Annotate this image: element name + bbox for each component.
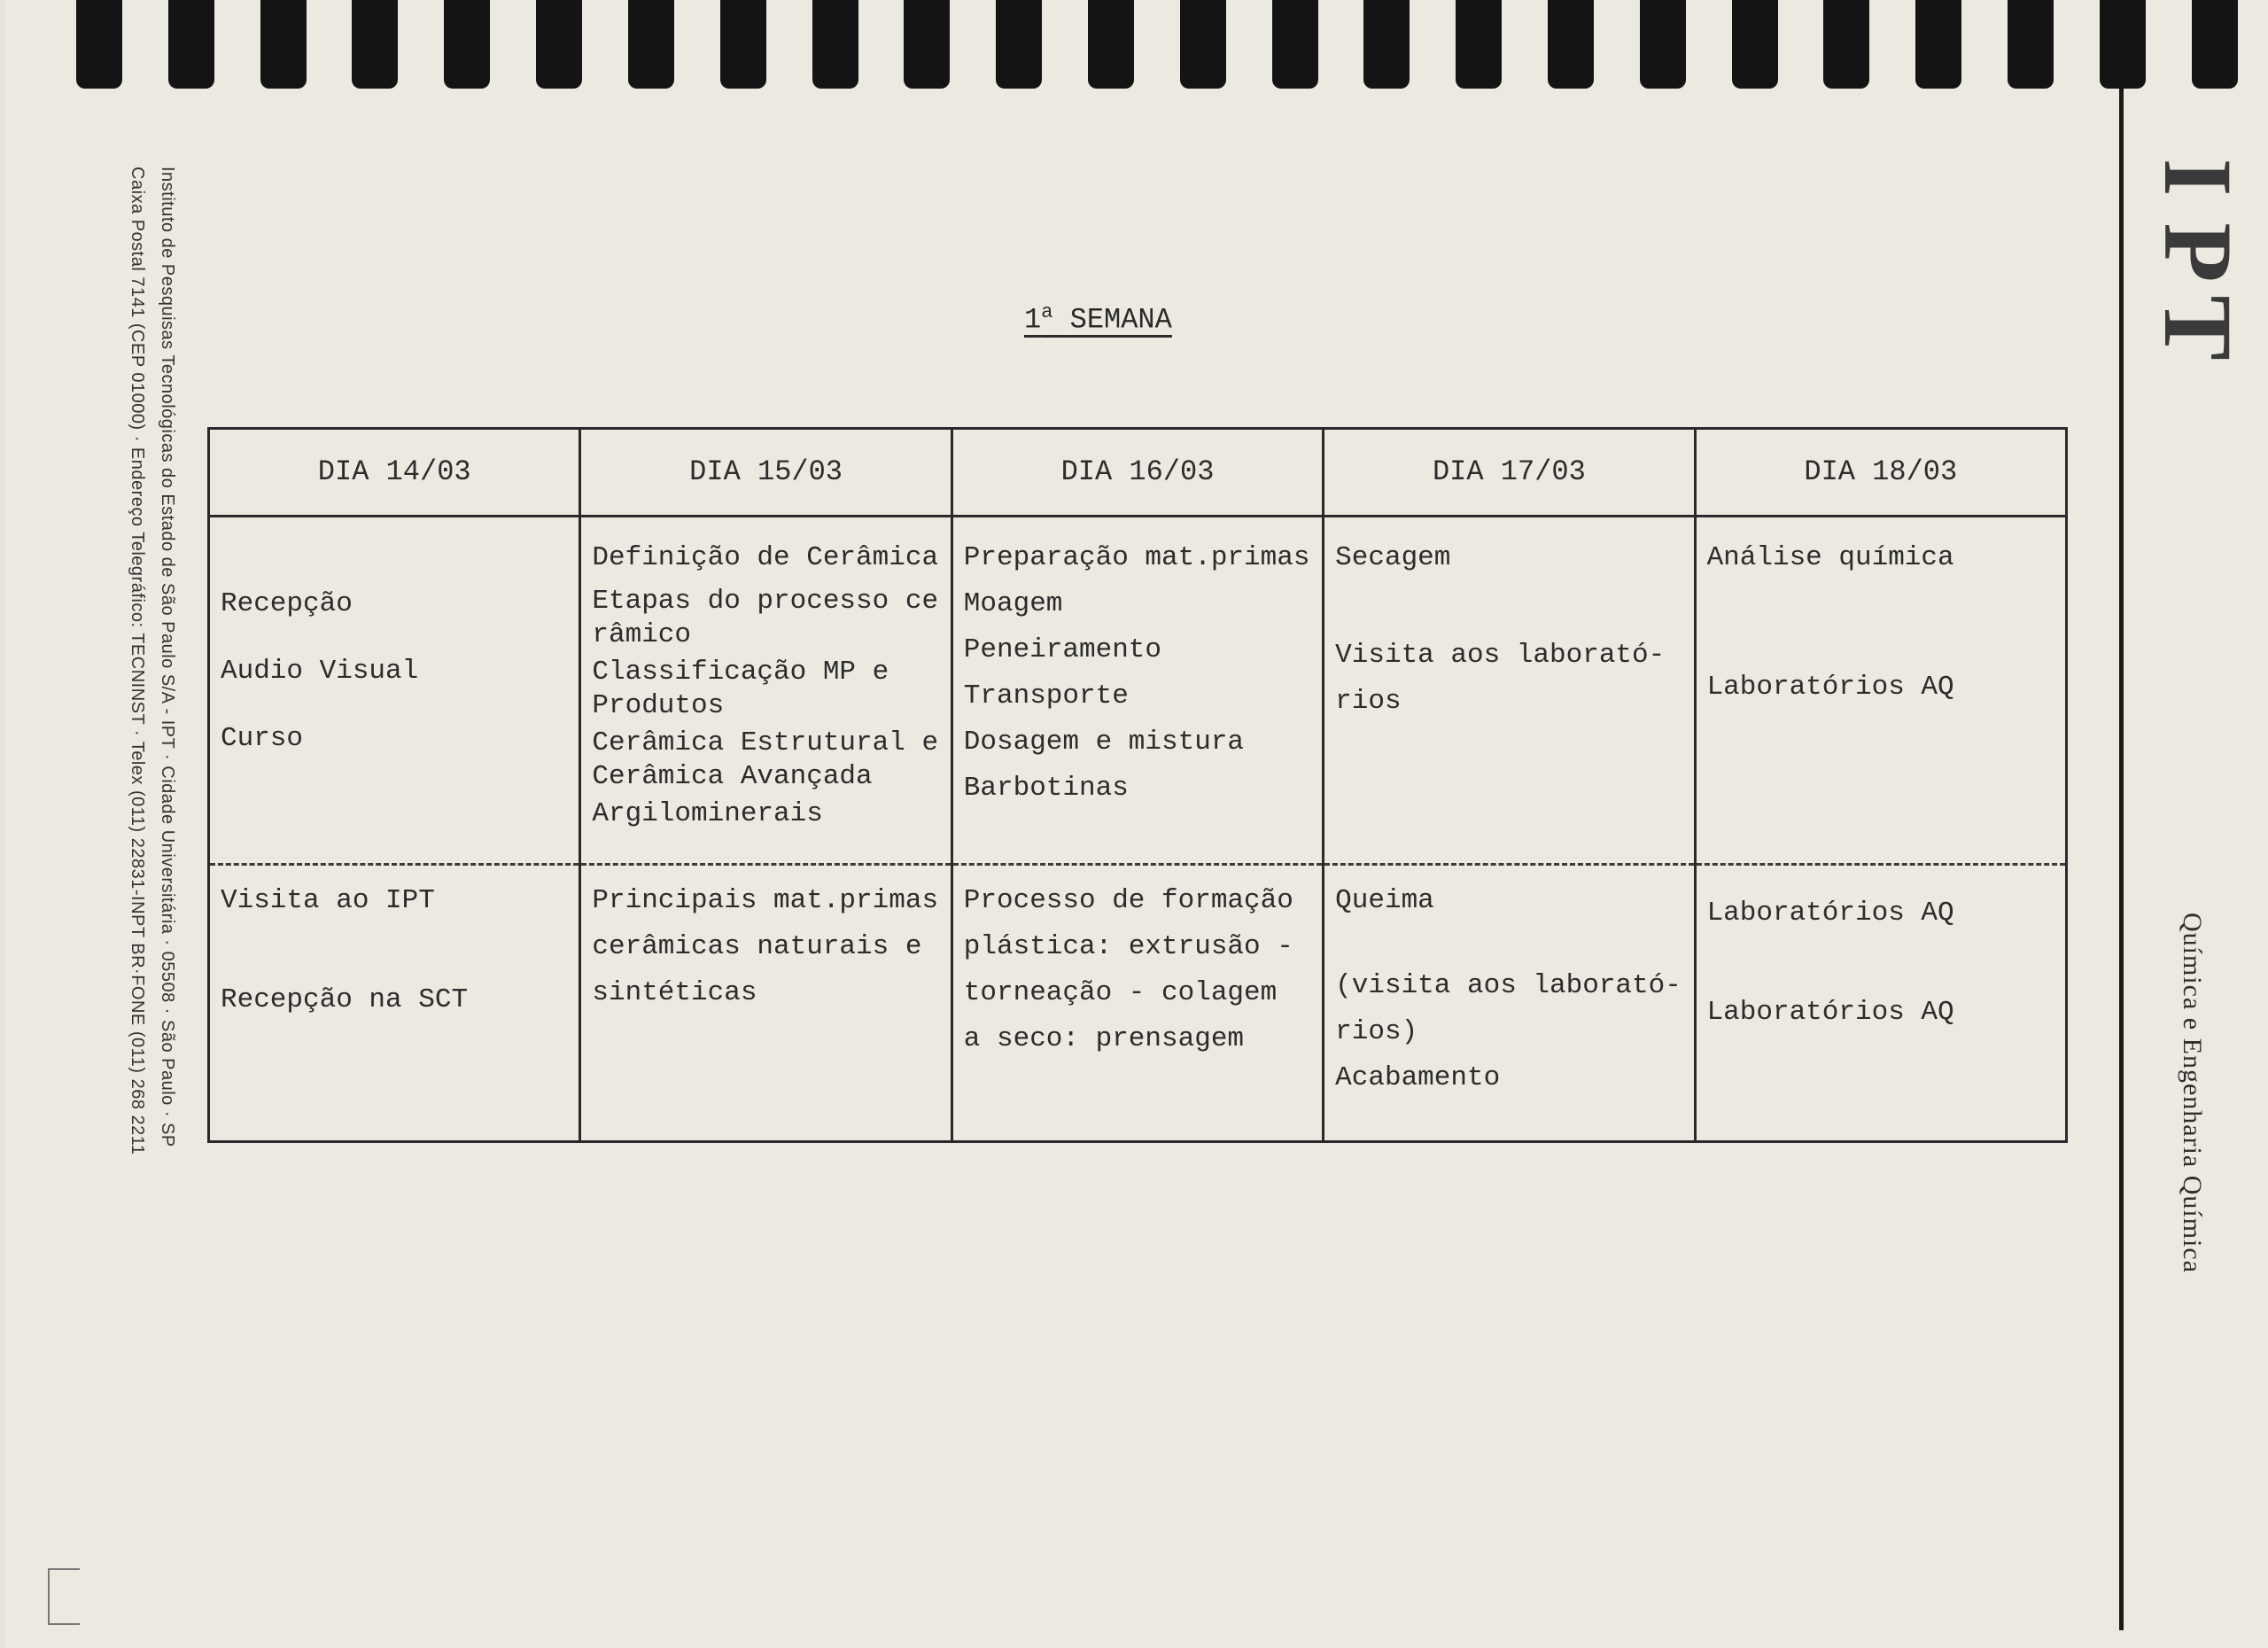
binding-ring bbox=[1180, 0, 1226, 89]
table-cell bbox=[951, 865, 1323, 1142]
table-cell bbox=[1324, 865, 1695, 1142]
cell-text: Recepção bbox=[221, 588, 353, 619]
binding-ring bbox=[628, 0, 674, 89]
cell-text: Peneiramento bbox=[963, 634, 1162, 665]
cell-text: Principais mat.primas bbox=[592, 885, 939, 916]
binding-ring bbox=[812, 0, 858, 89]
cell-text: Cerâmica Estrutural e bbox=[592, 727, 939, 758]
cell-text: rios bbox=[1335, 686, 1402, 717]
logo-letter: T bbox=[2144, 295, 2252, 361]
cell-text: Dosagem e mistura bbox=[963, 727, 1245, 758]
title-ordinal: a bbox=[1041, 301, 1053, 323]
cell-text: Classificação MP e bbox=[592, 657, 889, 688]
cell-text: Produtos bbox=[592, 690, 725, 721]
letterhead-line: Caixa Postal 7141 (CEP 01000) · Endereço Telegráfico: TECNINST · Telex (011) 22831-INPT BR·FONE (011) 268 2211 bbox=[128, 167, 147, 1155]
cell-text: Secagem bbox=[1335, 542, 1451, 573]
cell-text: rios) bbox=[1335, 1016, 1418, 1047]
binding-ring bbox=[1088, 0, 1134, 89]
binding-ring bbox=[1363, 0, 1410, 89]
day-header: DIA 16/03 bbox=[951, 429, 1323, 517]
table-cell bbox=[951, 517, 1323, 865]
cell-text: Laboratórios AQ bbox=[1706, 672, 1954, 703]
cell-text: Recepção na SCT bbox=[221, 984, 469, 1015]
binding-ring bbox=[2100, 0, 2146, 89]
cell-text: Visita aos laborató- bbox=[1335, 640, 1666, 671]
logo-letter: I bbox=[2144, 158, 2252, 197]
table-cell bbox=[1324, 517, 1695, 865]
binding-ring bbox=[720, 0, 766, 89]
binding-ring bbox=[2008, 0, 2054, 89]
binding-ring bbox=[1732, 0, 1778, 89]
cell-text: plástica: extrusão - bbox=[963, 931, 1293, 962]
cell-text: Transporte bbox=[963, 680, 1129, 711]
cell-text: cerâmicas naturais e bbox=[592, 931, 922, 962]
binding-ring bbox=[904, 0, 950, 89]
day-header: DIA 18/03 bbox=[1695, 429, 2066, 517]
spiral-binding bbox=[76, 0, 2238, 97]
table-cell bbox=[1695, 517, 2066, 865]
day-header: DIA 15/03 bbox=[580, 429, 951, 517]
cell-text: torneação - colagem bbox=[963, 977, 1278, 1008]
table-cell bbox=[209, 865, 580, 1142]
cell-text: Definição de Cerâmica bbox=[592, 542, 939, 573]
binding-ring bbox=[1823, 0, 1869, 89]
binding-ring bbox=[1272, 0, 1318, 89]
cell-text: Curso bbox=[221, 723, 304, 754]
cell-text: Etapas do processo ce bbox=[592, 586, 939, 617]
day-header: DIA 14/03 bbox=[209, 429, 580, 517]
binding-ring bbox=[168, 0, 214, 89]
letterhead-address bbox=[122, 167, 183, 1155]
cell-text: sintéticas bbox=[592, 977, 757, 1008]
table-cell bbox=[580, 865, 951, 1142]
table-cell bbox=[1695, 865, 2066, 1142]
cell-text: Laboratórios AQ bbox=[1706, 898, 1954, 929]
table-row bbox=[209, 865, 2067, 1142]
cell-text: Acabamento bbox=[1335, 1062, 1501, 1093]
cell-text: Laboratórios AQ bbox=[1706, 997, 1954, 1028]
binding-ring bbox=[1915, 0, 1961, 89]
title-number: 1 bbox=[1024, 303, 1042, 337]
day-header: DIA 17/03 bbox=[1324, 429, 1695, 517]
header-row bbox=[209, 429, 2067, 517]
cell-text: Moagem bbox=[963, 588, 1063, 619]
logo-letter: P bbox=[2144, 222, 2252, 283]
department-label: Química e Engenharia Química bbox=[2178, 913, 2207, 1274]
table-cell bbox=[209, 517, 580, 865]
binding-ring bbox=[536, 0, 582, 89]
cell-text: (visita aos laborató- bbox=[1335, 970, 1682, 1001]
cell-text: Audio Visual bbox=[221, 656, 419, 687]
cell-text: a seco: prensagem bbox=[963, 1023, 1245, 1054]
binding-ring bbox=[1640, 0, 1686, 89]
binding-ring bbox=[444, 0, 490, 89]
table-cell bbox=[580, 517, 951, 865]
binding-ring bbox=[352, 0, 398, 89]
schedule-table bbox=[207, 427, 2068, 1143]
cell-text: Cerâmica Avançada bbox=[592, 761, 873, 792]
cell-text: Visita ao IPT bbox=[221, 885, 435, 916]
table-row bbox=[209, 517, 2067, 865]
margin-rule bbox=[2119, 89, 2124, 1630]
binding-ring bbox=[260, 0, 307, 89]
cell-text: Barbotinas bbox=[963, 773, 1129, 804]
page-tab-mark bbox=[48, 1568, 80, 1625]
binding-ring bbox=[1548, 0, 1594, 89]
cell-text: Preparação mat.primas bbox=[963, 542, 1310, 573]
cell-text: râmico bbox=[592, 619, 692, 650]
document-page bbox=[5, 0, 2268, 1648]
binding-ring bbox=[76, 0, 122, 89]
binding-ring bbox=[996, 0, 1042, 89]
cell-text: Processo de formação bbox=[963, 885, 1293, 916]
cell-text: Queima bbox=[1335, 885, 1434, 916]
binding-ring bbox=[1456, 0, 1502, 89]
cell-text: Argilominerais bbox=[592, 798, 823, 829]
letterhead-line: Instituto de Pesquisas Tecnológicas do Estado de São Paulo S/A - IPT · Cidade Universitária · 05508 · São Paulo · SP bbox=[158, 167, 177, 1147]
title-word: SEMANA bbox=[1069, 303, 1172, 337]
cell-text: Análise química bbox=[1706, 542, 1954, 573]
ipt-logo bbox=[2144, 142, 2252, 363]
binding-ring bbox=[2192, 0, 2238, 89]
page-title bbox=[1024, 301, 1172, 337]
